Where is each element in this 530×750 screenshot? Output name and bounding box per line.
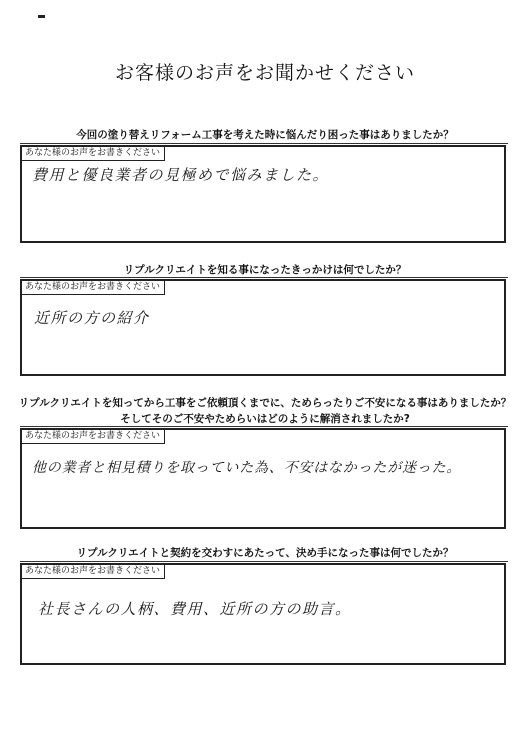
question-3-line-2: そしてそのご不安やためらいはどのように解消されましたか? [120, 413, 410, 425]
answer-3: 他の業者と相見積りを取っていた為、不安はなかったが迷った。 [32, 460, 462, 476]
answer-1: 費用と優良業者の見極めで悩みました。 [32, 166, 330, 184]
question-3: リプルクリエイトを知ってから工事をご依頼頂くまでに、ためらったりご不安になる事はありましたか？ [18, 397, 512, 409]
divider-1 [20, 143, 508, 144]
answer-box-label: あなた様のお声をお書きください [22, 147, 165, 161]
answer-box-label: あなた様のお声をお書きください [22, 565, 165, 579]
answer-4: 社長さんの人柄、費用、近所の方の助言。 [38, 600, 352, 618]
question-2: リプルクリエイトを知る事になったきっかけは何でしたか？ [123, 264, 407, 276]
question-1: 今回の塗り替えリフォーム工事を考えた時に悩んだり困った事はありましたか？ [76, 129, 454, 141]
registration-mark [38, 15, 45, 18]
divider-2 [20, 277, 508, 278]
answer-box-1 [20, 145, 506, 243]
answer-box-3 [20, 428, 506, 529]
answer-2: 近所の方の紹介 [34, 309, 150, 327]
answer-box-4 [20, 563, 506, 665]
question-4: リプルクリエイトと契約を交わすにあたって、決め手になった事は何でしたか？ [76, 547, 454, 559]
answer-box-label: あなた様のお声をお書きください [22, 281, 165, 295]
page-title: お客様のお声をお聞かせください [114, 62, 415, 84]
divider-3 [20, 426, 508, 427]
divider-4 [20, 561, 508, 562]
answer-box-label: あなた様のお声をお書きください [22, 430, 165, 444]
answer-box-2 [20, 279, 506, 376]
